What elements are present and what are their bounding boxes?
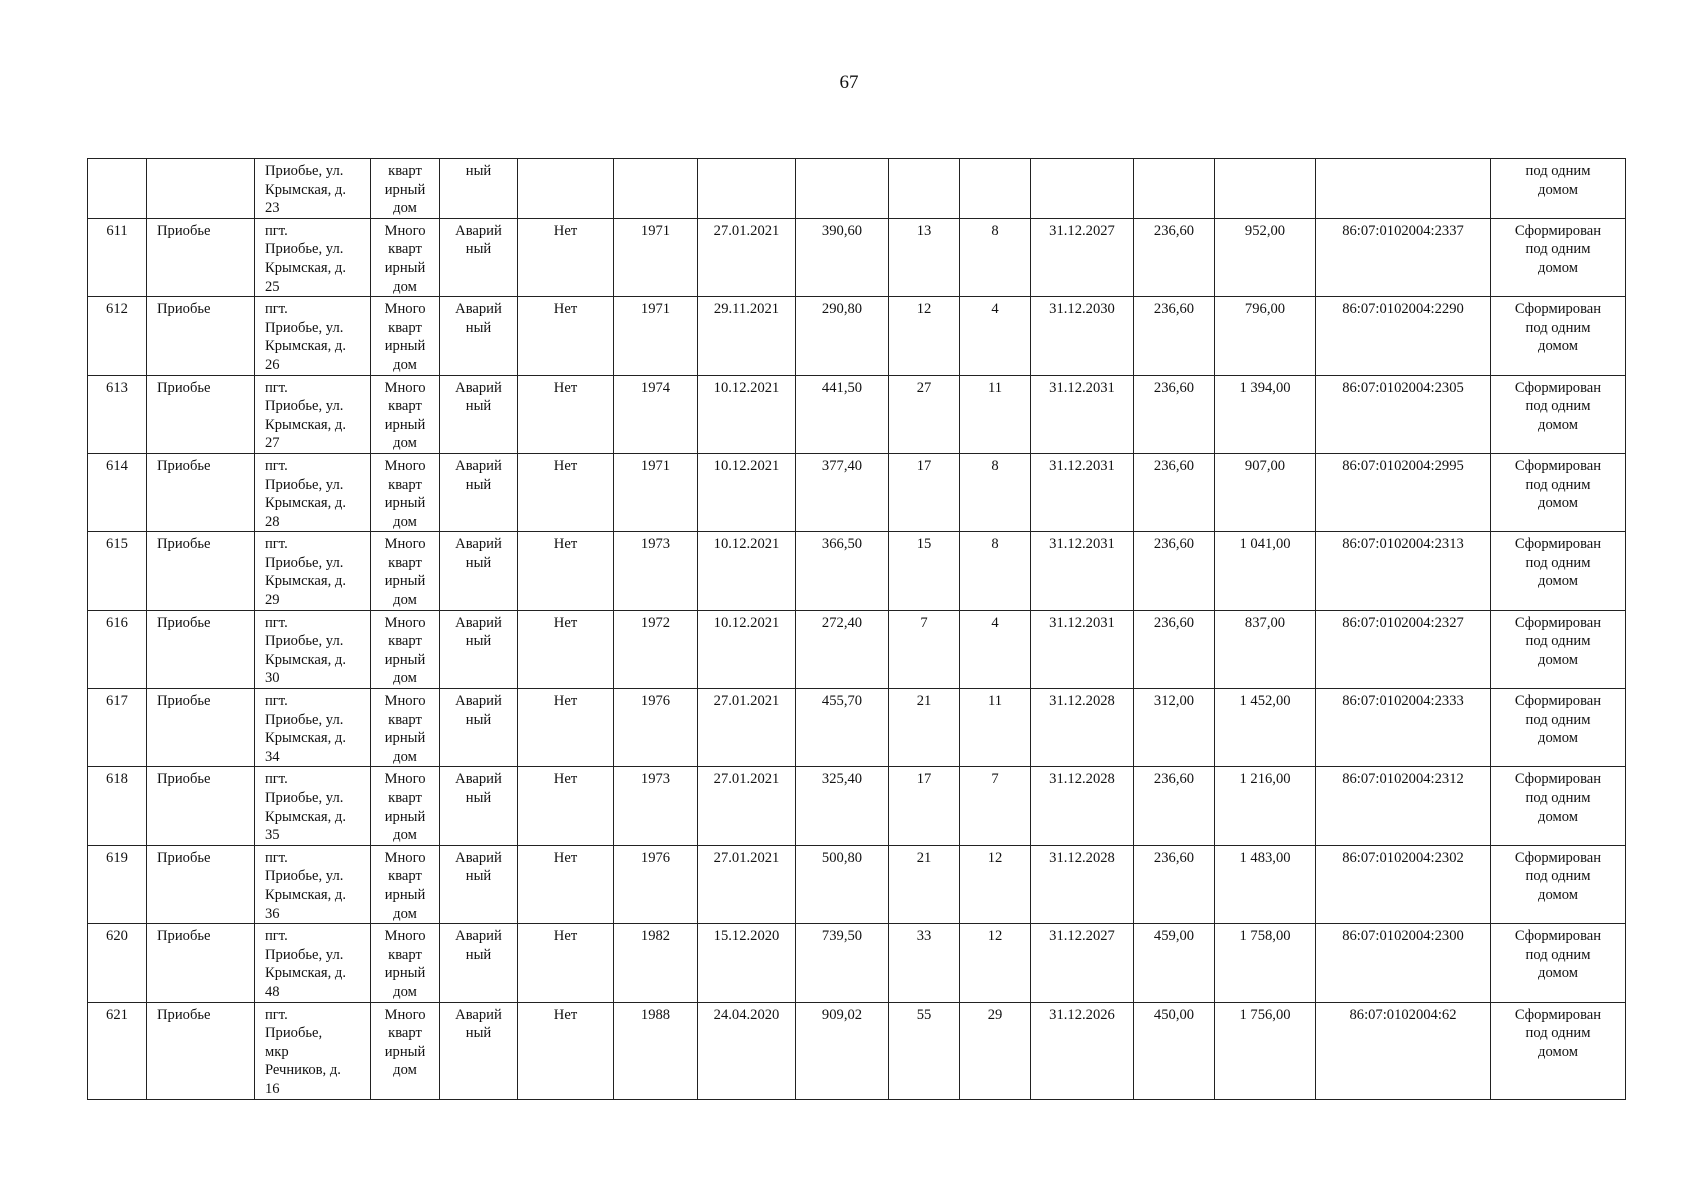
cell-deadline: 31.12.2031	[1031, 610, 1134, 688]
table-row	[88, 532, 1626, 610]
cell-condition: Аварий ный	[440, 297, 518, 375]
cell-v3: 312,00	[1134, 689, 1215, 767]
cell-v3: 236,60	[1134, 767, 1215, 845]
cell-v2: 4	[960, 610, 1031, 688]
cell-formation: Сформирован под одним домом	[1491, 532, 1626, 610]
cell-area: 377,40	[796, 453, 889, 531]
cell-recognized-date: 24.04.2020	[698, 1002, 796, 1099]
cell-flag: Нет	[518, 767, 614, 845]
cell-area: 441,50	[796, 375, 889, 453]
cell-deadline: 31.12.2026	[1031, 1002, 1134, 1099]
cell-num: 613	[88, 375, 147, 453]
cell-recognized-date: 27.01.2021	[698, 689, 796, 767]
cell-v3: 236,60	[1134, 610, 1215, 688]
cell-year: 1976	[614, 689, 698, 767]
cell-num: 617	[88, 689, 147, 767]
cell-v2	[960, 159, 1031, 219]
cell-address: пгт. Приобье, ул. Крымская, д. 28	[255, 453, 371, 531]
table-row	[88, 845, 1626, 923]
cell-formation: Сформирован под одним домом	[1491, 218, 1626, 296]
cell-num: 614	[88, 453, 147, 531]
cell-address: пгт. Приобье, ул. Крымская, д. 29	[255, 532, 371, 610]
cell-area: 909,02	[796, 1002, 889, 1099]
cell-v3: 236,60	[1134, 532, 1215, 610]
cell-area: 500,80	[796, 845, 889, 923]
cell-settlement: Приобье	[147, 375, 255, 453]
cell-recognized-date: 27.01.2021	[698, 845, 796, 923]
cell-deadline: 31.12.2027	[1031, 924, 1134, 1002]
cell-flag: Нет	[518, 375, 614, 453]
cell-building-type: Много кварт ирный дом	[371, 453, 440, 531]
cell-formation: Сформирован под одним домом	[1491, 924, 1626, 1002]
cell-address: пгт. Приобье, ул. Крымская, д. 26	[255, 297, 371, 375]
cell-cadastre: 86:07:0102004:2305	[1316, 375, 1491, 453]
cell-v4: 1 216,00	[1215, 767, 1316, 845]
cell-year: 1971	[614, 453, 698, 531]
cell-deadline: 31.12.2031	[1031, 375, 1134, 453]
cell-recognized-date: 10.12.2021	[698, 532, 796, 610]
cell-address: пгт. Приобье, ул. Крымская, д. 27	[255, 375, 371, 453]
cell-year: 1976	[614, 845, 698, 923]
cell-v2: 11	[960, 689, 1031, 767]
cell-settlement: Приобье	[147, 845, 255, 923]
cell-address: пгт. Приобье, ул. Крымская, д. 36	[255, 845, 371, 923]
cell-v1: 7	[889, 610, 960, 688]
cell-v3: 236,60	[1134, 375, 1215, 453]
cell-v4: 1 041,00	[1215, 532, 1316, 610]
cell-area: 325,40	[796, 767, 889, 845]
cell-condition: Аварий ный	[440, 532, 518, 610]
cell-flag: Нет	[518, 297, 614, 375]
cell-formation: под одним домом	[1491, 159, 1626, 219]
cell-year: 1974	[614, 375, 698, 453]
cell-cadastre: 86:07:0102004:2312	[1316, 767, 1491, 845]
cell-flag: Нет	[518, 1002, 614, 1099]
table-row	[88, 1002, 1626, 1099]
cell-year: 1971	[614, 297, 698, 375]
cell-settlement: Приобье	[147, 1002, 255, 1099]
cell-area: 290,80	[796, 297, 889, 375]
cell-flag: Нет	[518, 532, 614, 610]
cell-v4: 1 483,00	[1215, 845, 1316, 923]
cell-v1: 55	[889, 1002, 960, 1099]
cell-address: пгт. Приобье, ул. Крымская, д. 30	[255, 610, 371, 688]
cell-cadastre	[1316, 159, 1491, 219]
cell-address: пгт. Приобье, ул. Крымская, д. 34	[255, 689, 371, 767]
cell-area: 739,50	[796, 924, 889, 1002]
cell-recognized-date: 29.11.2021	[698, 297, 796, 375]
cell-cadastre: 86:07:0102004:2302	[1316, 845, 1491, 923]
cell-flag: Нет	[518, 218, 614, 296]
cell-deadline: 31.12.2030	[1031, 297, 1134, 375]
cell-recognized-date: 10.12.2021	[698, 610, 796, 688]
cell-v1: 17	[889, 767, 960, 845]
cell-v2: 12	[960, 924, 1031, 1002]
cell-condition: Аварий ный	[440, 924, 518, 1002]
cell-address: Приобье, ул. Крымская, д. 23	[255, 159, 371, 219]
cell-v2: 4	[960, 297, 1031, 375]
cell-num: 619	[88, 845, 147, 923]
cell-settlement: Приобье	[147, 767, 255, 845]
cell-v3: 450,00	[1134, 1002, 1215, 1099]
cell-area: 366,50	[796, 532, 889, 610]
cell-building-type: Много кварт ирный дом	[371, 767, 440, 845]
table-row	[88, 453, 1626, 531]
table-row	[88, 767, 1626, 845]
cell-cadastre: 86:07:0102004:2327	[1316, 610, 1491, 688]
cell-year	[614, 159, 698, 219]
housing-registry-table	[87, 158, 1626, 1100]
cell-v2: 11	[960, 375, 1031, 453]
cell-v3: 236,60	[1134, 297, 1215, 375]
page-number: 67	[839, 72, 859, 93]
cell-v3: 236,60	[1134, 453, 1215, 531]
cell-v4: 1 452,00	[1215, 689, 1316, 767]
cell-recognized-date: 15.12.2020	[698, 924, 796, 1002]
cell-cadastre: 86:07:0102004:2290	[1316, 297, 1491, 375]
cell-num: 615	[88, 532, 147, 610]
cell-recognized-date	[698, 159, 796, 219]
cell-condition: Аварий ный	[440, 453, 518, 531]
cell-formation: Сформирован под одним домом	[1491, 375, 1626, 453]
cell-settlement: Приобье	[147, 218, 255, 296]
cell-v4: 1 394,00	[1215, 375, 1316, 453]
cell-recognized-date: 10.12.2021	[698, 453, 796, 531]
cell-formation: Сформирован под одним домом	[1491, 453, 1626, 531]
cell-building-type: Много кварт ирный дом	[371, 845, 440, 923]
cell-condition: ный	[440, 159, 518, 219]
cell-condition: Аварий ный	[440, 689, 518, 767]
cell-v4: 907,00	[1215, 453, 1316, 531]
cell-formation: Сформирован под одним домом	[1491, 610, 1626, 688]
cell-num: 616	[88, 610, 147, 688]
table-row-continued	[88, 159, 1626, 219]
cell-v1: 13	[889, 218, 960, 296]
cell-building-type: Много кварт ирный дом	[371, 610, 440, 688]
cell-v3: 459,00	[1134, 924, 1215, 1002]
cell-settlement: Приобье	[147, 297, 255, 375]
cell-area: 390,60	[796, 218, 889, 296]
cell-cadastre: 86:07:0102004:2300	[1316, 924, 1491, 1002]
table-body	[88, 159, 1626, 1100]
cell-v3	[1134, 159, 1215, 219]
cell-v2: 12	[960, 845, 1031, 923]
cell-building-type: Много кварт ирный дом	[371, 924, 440, 1002]
cell-v2: 8	[960, 218, 1031, 296]
cell-building-type: Много кварт ирный дом	[371, 218, 440, 296]
cell-settlement: Приобье	[147, 610, 255, 688]
cell-v1: 27	[889, 375, 960, 453]
cell-address: пгт. Приобье, ул. Крымская, д. 25	[255, 218, 371, 296]
cell-num: 620	[88, 924, 147, 1002]
cell-recognized-date: 27.01.2021	[698, 767, 796, 845]
cell-condition: Аварий ный	[440, 610, 518, 688]
table-row	[88, 610, 1626, 688]
cell-num: 618	[88, 767, 147, 845]
cell-v3: 236,60	[1134, 218, 1215, 296]
cell-v1: 21	[889, 845, 960, 923]
cell-flag: Нет	[518, 610, 614, 688]
cell-building-type: Много кварт ирный дом	[371, 689, 440, 767]
cell-v1: 21	[889, 689, 960, 767]
cell-v1: 17	[889, 453, 960, 531]
table-row	[88, 218, 1626, 296]
cell-cadastre: 86:07:0102004:2313	[1316, 532, 1491, 610]
cell-formation: Сформирован под одним домом	[1491, 689, 1626, 767]
cell-num: 611	[88, 218, 147, 296]
cell-v3: 236,60	[1134, 845, 1215, 923]
cell-year: 1973	[614, 767, 698, 845]
cell-area: 272,40	[796, 610, 889, 688]
cell-building-type: Много кварт ирный дом	[371, 297, 440, 375]
cell-v2: 7	[960, 767, 1031, 845]
cell-building-type: Много кварт ирный дом	[371, 532, 440, 610]
cell-v4: 796,00	[1215, 297, 1316, 375]
cell-condition: Аварий ный	[440, 845, 518, 923]
cell-building-type: Много кварт ирный дом	[371, 375, 440, 453]
cell-area	[796, 159, 889, 219]
cell-deadline: 31.12.2027	[1031, 218, 1134, 296]
cell-deadline	[1031, 159, 1134, 219]
cell-deadline: 31.12.2028	[1031, 767, 1134, 845]
cell-year: 1988	[614, 1002, 698, 1099]
cell-formation: Сформирован под одним домом	[1491, 297, 1626, 375]
cell-cadastre: 86:07:0102004:2333	[1316, 689, 1491, 767]
cell-v1: 33	[889, 924, 960, 1002]
cell-deadline: 31.12.2031	[1031, 453, 1134, 531]
cell-address: пгт. Приобье, ул. Крымская, д. 48	[255, 924, 371, 1002]
cell-settlement: Приобье	[147, 924, 255, 1002]
table-row	[88, 689, 1626, 767]
cell-building-type: кварт ирный дом	[371, 159, 440, 219]
cell-cadastre: 86:07:0102004:2995	[1316, 453, 1491, 531]
cell-num	[88, 159, 147, 219]
cell-v1: 15	[889, 532, 960, 610]
cell-formation: Сформирован под одним домом	[1491, 1002, 1626, 1099]
cell-condition: Аварий ный	[440, 375, 518, 453]
cell-formation: Сформирован под одним домом	[1491, 767, 1626, 845]
cell-num: 612	[88, 297, 147, 375]
cell-deadline: 31.12.2028	[1031, 689, 1134, 767]
cell-year: 1982	[614, 924, 698, 1002]
cell-recognized-date: 10.12.2021	[698, 375, 796, 453]
cell-v4: 1 758,00	[1215, 924, 1316, 1002]
cell-flag: Нет	[518, 453, 614, 531]
cell-v4	[1215, 159, 1316, 219]
cell-deadline: 31.12.2028	[1031, 845, 1134, 923]
cell-v1: 12	[889, 297, 960, 375]
cell-v2: 29	[960, 1002, 1031, 1099]
cell-v4: 837,00	[1215, 610, 1316, 688]
cell-recognized-date: 27.01.2021	[698, 218, 796, 296]
cell-v1	[889, 159, 960, 219]
table-row	[88, 375, 1626, 453]
cell-year: 1971	[614, 218, 698, 296]
cell-v2: 8	[960, 453, 1031, 531]
cell-v2: 8	[960, 532, 1031, 610]
cell-flag	[518, 159, 614, 219]
cell-v4: 952,00	[1215, 218, 1316, 296]
cell-year: 1973	[614, 532, 698, 610]
cell-num: 621	[88, 1002, 147, 1099]
cell-flag: Нет	[518, 924, 614, 1002]
cell-area: 455,70	[796, 689, 889, 767]
cell-address: пгт. Приобье, мкр Речников, д. 16	[255, 1002, 371, 1099]
cell-cadastre: 86:07:0102004:62	[1316, 1002, 1491, 1099]
cell-deadline: 31.12.2031	[1031, 532, 1134, 610]
cell-flag: Нет	[518, 845, 614, 923]
cell-settlement	[147, 159, 255, 219]
cell-flag: Нет	[518, 689, 614, 767]
cell-condition: Аварий ный	[440, 767, 518, 845]
cell-formation: Сформирован под одним домом	[1491, 845, 1626, 923]
cell-cadastre: 86:07:0102004:2337	[1316, 218, 1491, 296]
cell-settlement: Приобье	[147, 532, 255, 610]
cell-settlement: Приобье	[147, 453, 255, 531]
cell-condition: Аварий ный	[440, 1002, 518, 1099]
cell-address: пгт. Приобье, ул. Крымская, д. 35	[255, 767, 371, 845]
table-row	[88, 924, 1626, 1002]
cell-condition: Аварий ный	[440, 218, 518, 296]
table-row	[88, 297, 1626, 375]
cell-settlement: Приобье	[147, 689, 255, 767]
cell-building-type: Много кварт ирный дом	[371, 1002, 440, 1099]
cell-v4: 1 756,00	[1215, 1002, 1316, 1099]
cell-year: 1972	[614, 610, 698, 688]
